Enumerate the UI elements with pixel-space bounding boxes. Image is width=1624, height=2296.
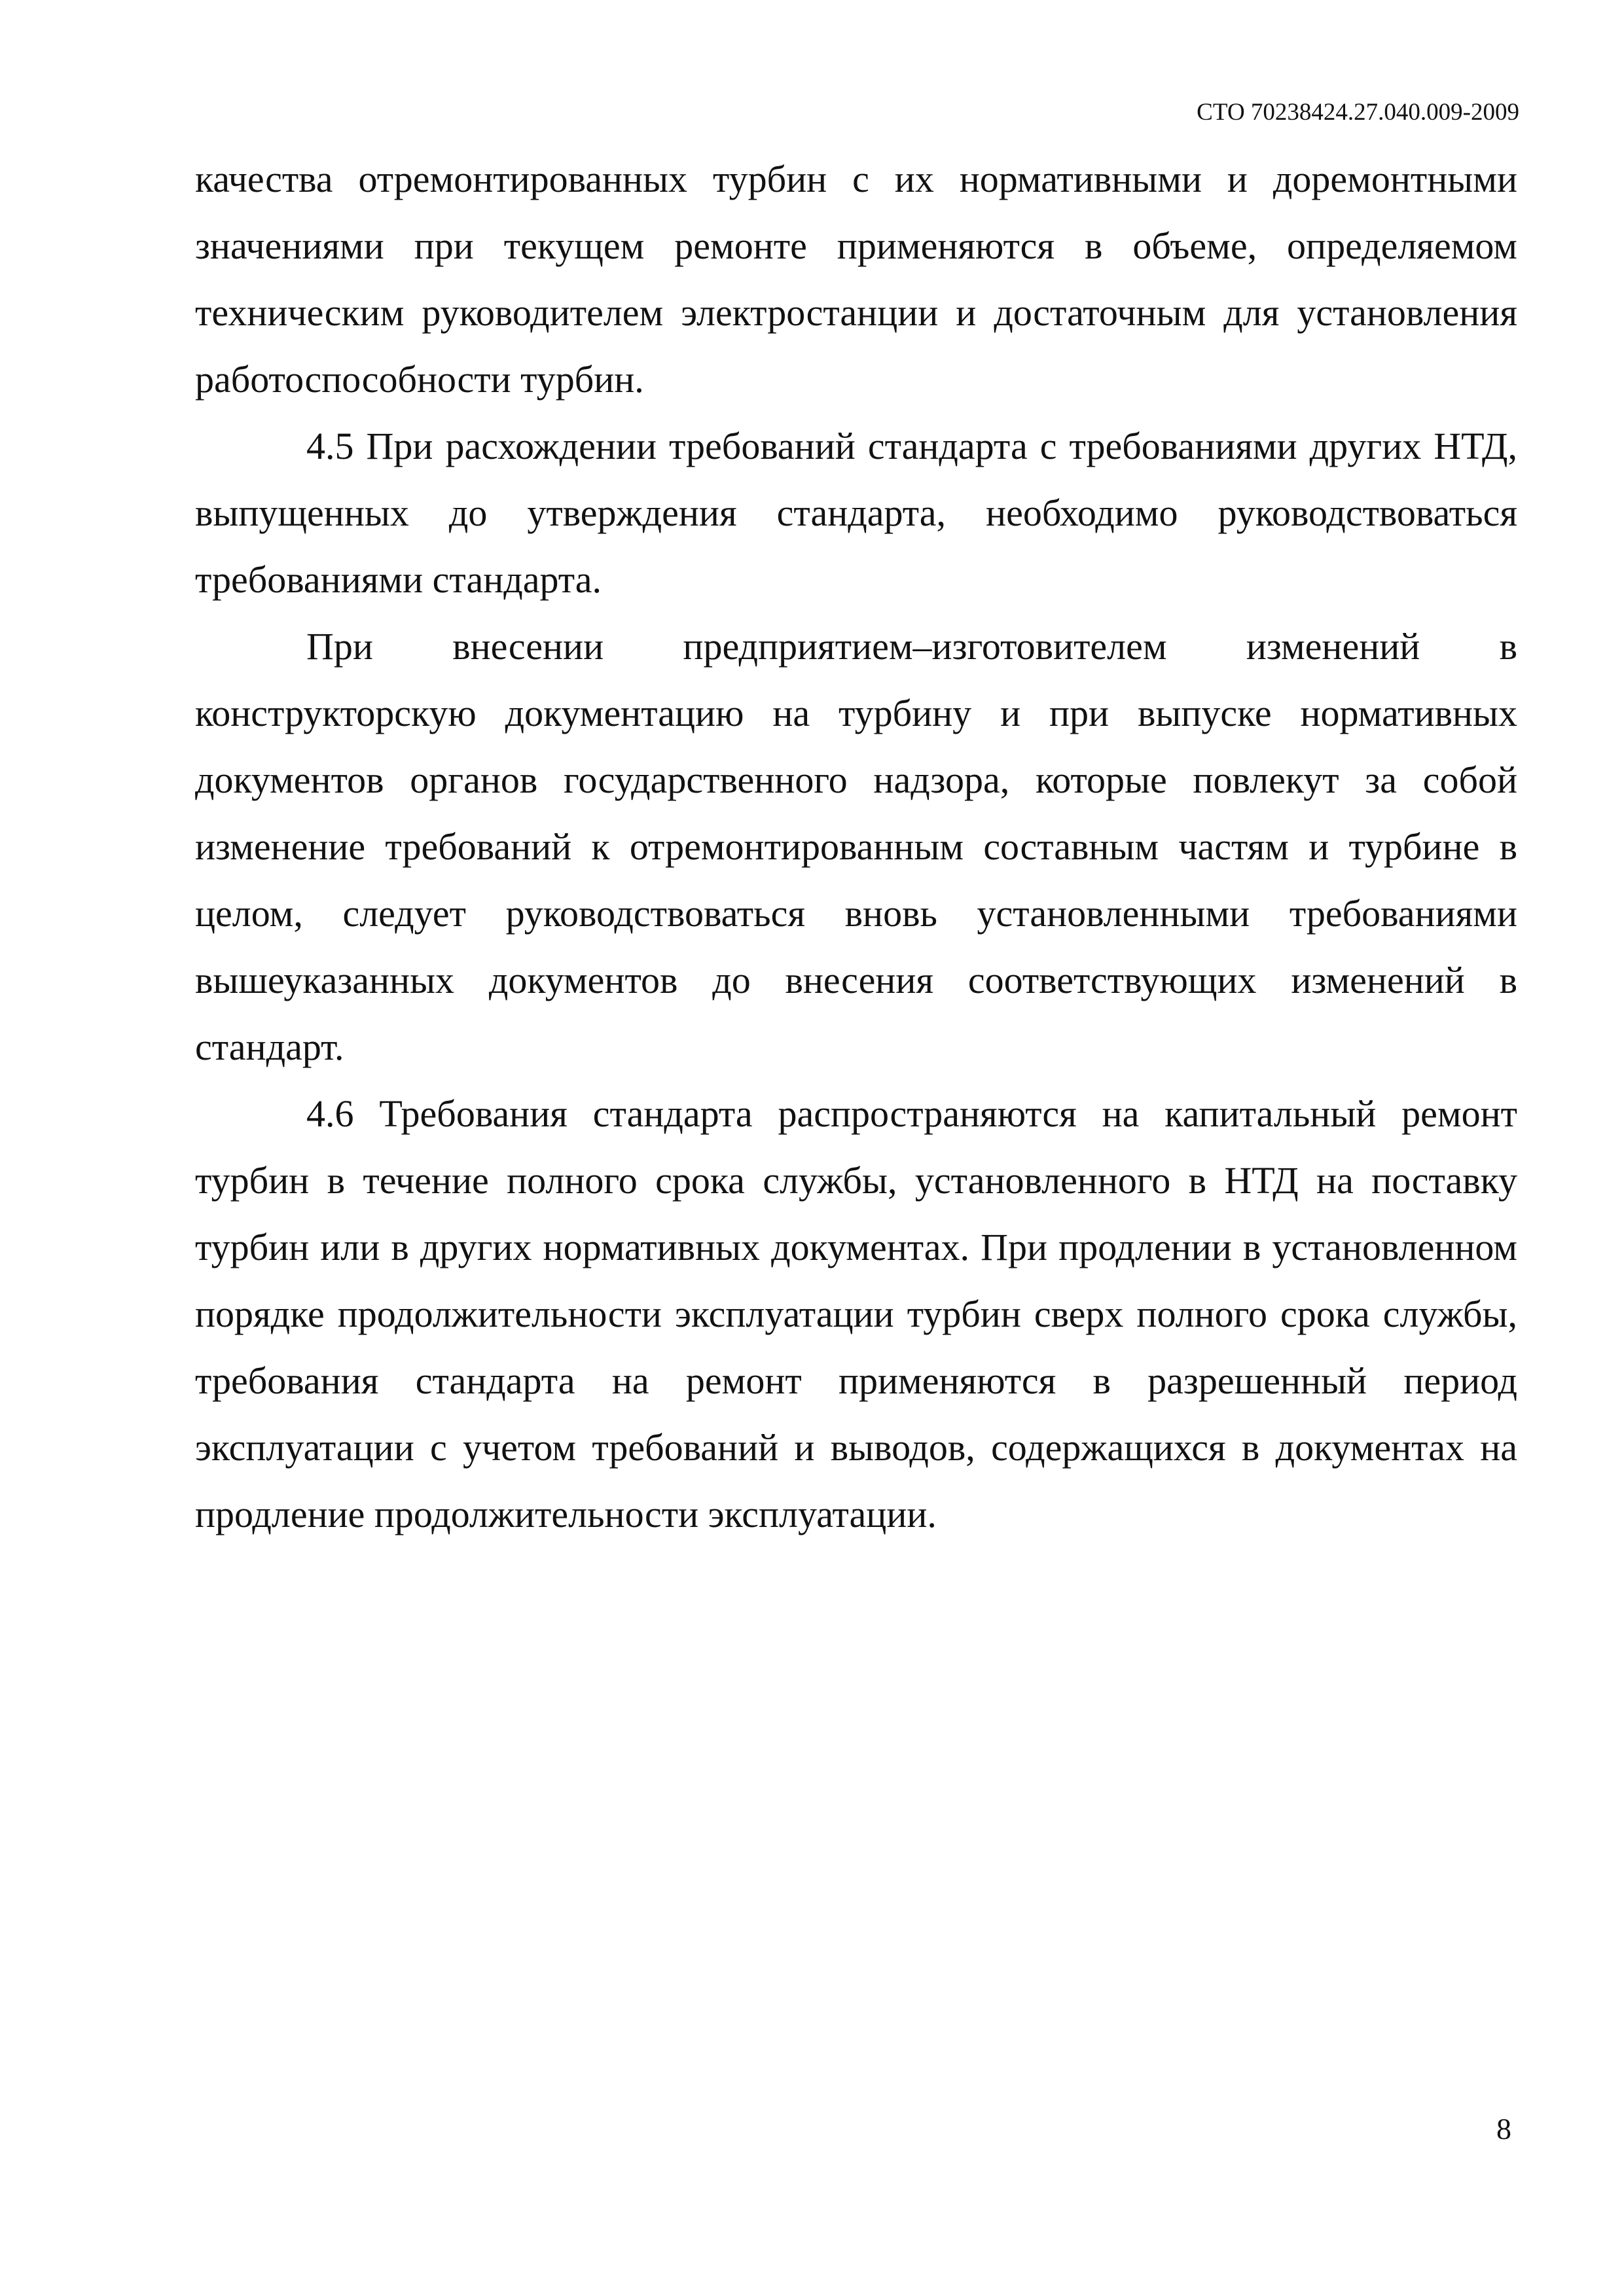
document-code-header: СТО 70238424.27.040.009-2009 [1197, 99, 1519, 126]
paragraph-4-5: 4.5 При расхождении требований стандарта с требованиями других НТД, выпущенных до утверждения стандарта, необходимо руководствоваться требованиями стандарта. [195, 425, 1517, 601]
page-number: 8 [1496, 2112, 1511, 2145]
document-body [195, 146, 1517, 1548]
paragraph-continuation: качества отремонтированных турбин с их нормативными и доремонтными значениями при текущем ремонте применяются в объеме, определяемом техническим руководителем электростанции и достаточным для установления работоспособности турбин. [195, 158, 1517, 401]
paragraph-manufacturer-changes: При внесении предприятием–изготовителем изменений в конструкторскую документацию на турбину и при выпуске нормативных документов органов государственного надзора, которые повлекут за собой изменение требований к отремонтированным составным частям и турбине в целом, следует руководствоваться вновь установленными требованиями вышеуказанных документов до внесения соответствующих изменений в стандарт. [195, 625, 1517, 1068]
paragraph-4-6: 4.6 Требования стандарта распространяются на капитальный ремонт турбин в течение полного срока службы, установленного в НТД на поставку турбин или в других нормативных документах. При продлении в установленном порядке продолжительности эксплуатации турбин сверх полного срока службы, требования стандарта на ремонт применяются в разрешенный период эксплуатации с учетом требований и выводов, содержащихся в документах на продление продолжительности эксплуатации. [195, 1092, 1517, 1535]
